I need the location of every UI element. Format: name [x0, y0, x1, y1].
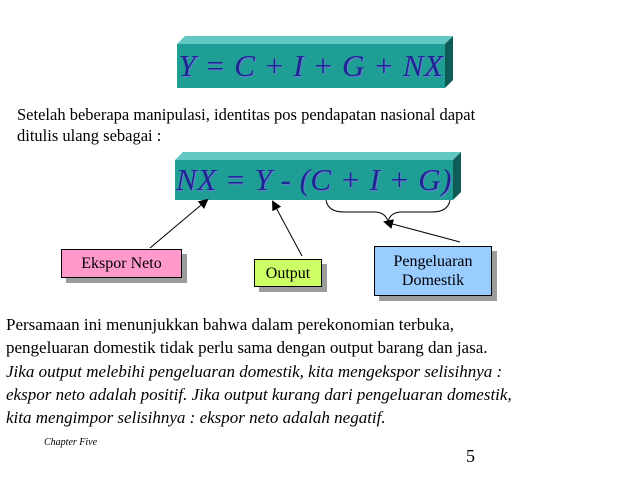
brace-c-i-g: [326, 200, 450, 222]
chapter-label: Chapter Five: [44, 437, 98, 448]
intro-line-2: ditulis ulang sebagai :: [17, 126, 162, 145]
equation-2: NX = Y - (C + I + G): [176, 162, 452, 197]
arrow-output: [273, 202, 302, 256]
arrow-ekspor-neto: [150, 200, 207, 248]
output-label: Output: [265, 264, 311, 282]
ekspor-neto-face: [61, 249, 182, 278]
intro-line-1: Setelah beberapa manipulasi, identitas pos pendapatan nasional dapat: [17, 105, 476, 124]
pengeluaran-label-line-1: Pengeluaran: [393, 253, 473, 270]
page-number: 5: [466, 446, 475, 466]
body-italic-line-2: ekspor neto adalah positif. Jika output kurang dari pengeluaran domestik,: [6, 385, 512, 404]
equation-1: Y = C + I + G + NX: [178, 48, 444, 83]
output-face: [254, 259, 322, 287]
arrow-pengeluaran: [385, 222, 460, 242]
body-italic-line-3: kita mengimpor selisihnya : ekspor neto adalah negatif.: [6, 408, 386, 427]
body-line-1: Persamaan ini menunjukkan bahwa dalam perekonomian terbuka,: [6, 315, 454, 334]
ekspor-neto-box: [61, 249, 182, 278]
pengeluaran-domestik-box: [374, 246, 492, 296]
pengeluaran-face: [374, 246, 492, 296]
output-box: [254, 259, 322, 287]
pengeluaran-label-line-2: Domestik: [401, 272, 465, 289]
ekspor-neto-label: Ekspor Neto: [81, 255, 162, 272]
body-italic-line-1: Jika output melebihi pengeluaran domestik, kita mengekspor selisihnya :: [6, 362, 503, 381]
body-line-2: pengeluaran domestik tidak perlu sama dengan output barang dan jasa.: [6, 338, 488, 357]
